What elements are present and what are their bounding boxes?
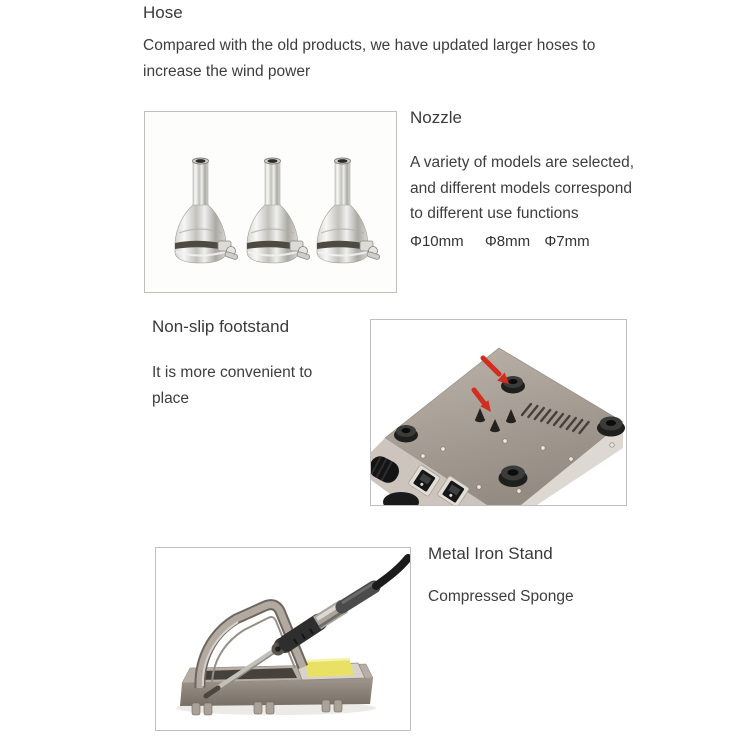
nozzle-photo: [145, 112, 396, 292]
footstand-photo: [371, 320, 626, 505]
compressed-sponge: [305, 658, 354, 677]
nozzle-body-line-1: A variety of models are selected,: [410, 154, 635, 171]
iron-stand-photo: [156, 548, 410, 730]
nozzle-size-8mm: Φ8mm: [484, 233, 531, 250]
footstand-body-line-2: place: [152, 389, 190, 407]
footstand-photo-frame: [370, 319, 627, 506]
section-title-nozzle: Nozzle: [410, 108, 462, 127]
nozzle-body-line-3: to different use functions: [410, 205, 579, 222]
nozzle-body-line-2: and different models correspond: [410, 179, 633, 197]
hose-body-line-2: increase the wind power: [143, 62, 311, 80]
footstand-body: [152, 360, 312, 411]
hose-body: [143, 33, 595, 84]
nozzle-size-10mm: Φ10mm: [410, 233, 464, 250]
iron-stand-subtitle-wrap: [428, 584, 574, 610]
nozzle-size-7mm: Φ7mm: [544, 233, 590, 250]
iron-stand-photo-frame: [155, 547, 411, 731]
section-title-iron-stand: Metal Iron Stand: [428, 544, 553, 563]
nozzle-body: [410, 150, 634, 227]
section-title-footstand: Non-slip footstand: [152, 317, 290, 336]
iron-stand-subtitle: Compressed Sponge: [428, 588, 574, 605]
hose-body-line-1: Compared with the old products, we have updated larger hoses to: [143, 37, 596, 54]
section-title-hose: Hose: [143, 3, 183, 22]
footstand-body-line-1: It is more convenient to: [152, 364, 313, 381]
nozzle-sizes-row: [410, 233, 590, 250]
nozzle-photo-frame: [144, 111, 397, 293]
